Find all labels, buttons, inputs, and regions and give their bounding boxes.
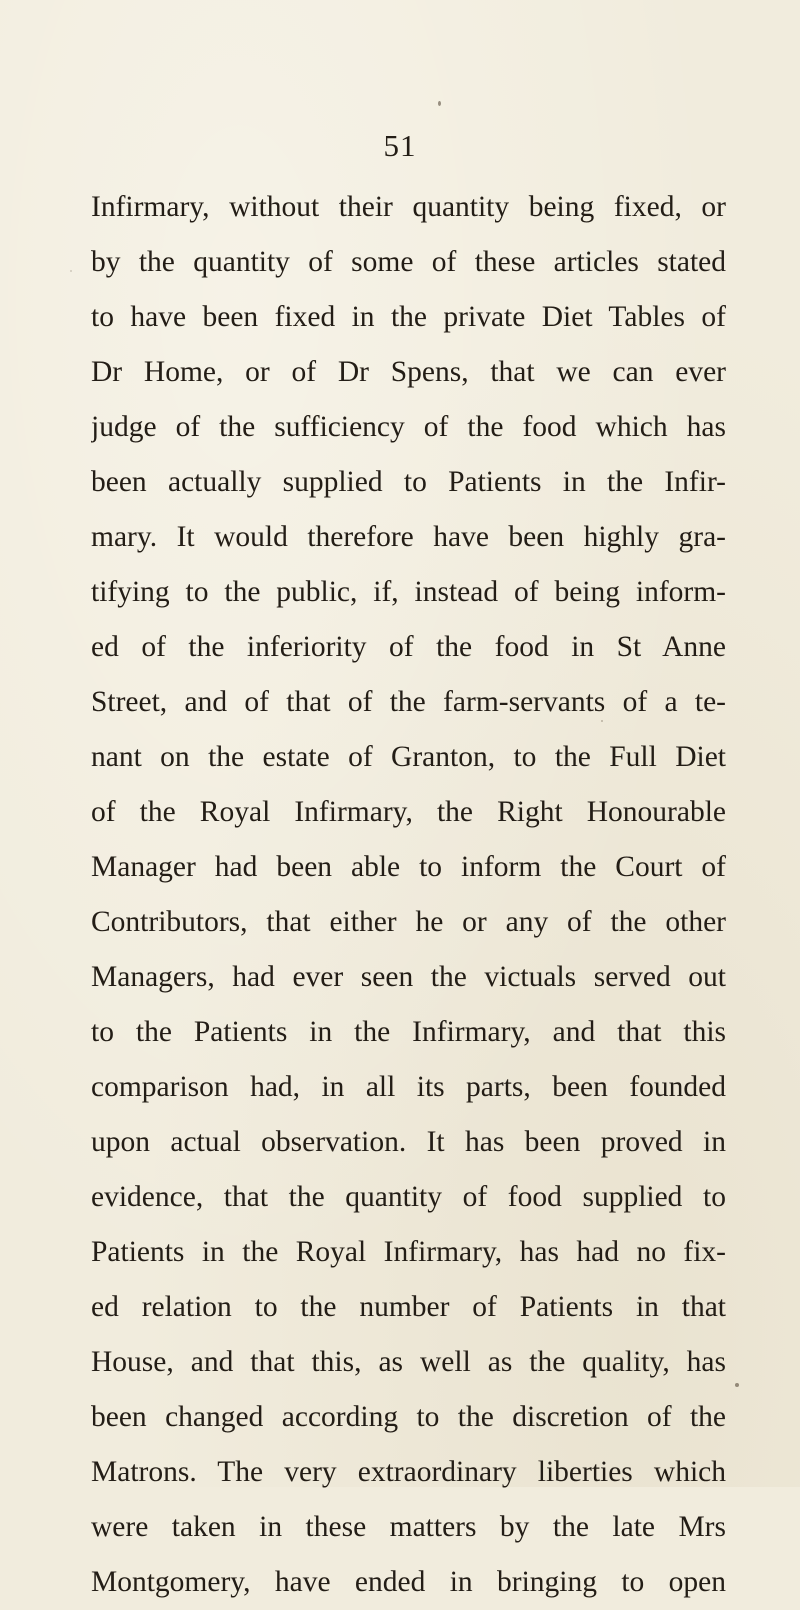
page-number: 51 bbox=[383, 128, 417, 163]
text-line: ed relation to the number of Patients in that bbox=[91, 1291, 726, 1323]
text-line: Montgomery, have ended in bringing to open bbox=[91, 1566, 726, 1598]
paper-speck bbox=[438, 101, 441, 106]
paper-speck bbox=[601, 720, 603, 722]
text-line: were taken in these matters by the late Mrs bbox=[91, 1511, 726, 1543]
text-line: judge of the sufficiency of the food which has bbox=[91, 411, 726, 443]
text-line: Patients in the Royal Infirmary, has had no fix- bbox=[91, 1236, 726, 1268]
text-line: Contributors, that either he or any of the other bbox=[91, 906, 726, 938]
text-line: to the Patients in the Infirmary, and that this bbox=[91, 1016, 726, 1048]
text-line: upon actual observation. It has been proved in bbox=[91, 1126, 726, 1158]
text-line: tifying to the public, if, instead of being inform- bbox=[91, 576, 726, 608]
text-line: by the quantity of some of these articles stated bbox=[91, 246, 726, 278]
text-line: nant on the estate of Granton, to the Full Diet bbox=[91, 741, 726, 773]
text-line: Street, and of that of the farm-servants of a te- bbox=[91, 686, 726, 718]
text-line: House, and that this, as well as the quality, has bbox=[91, 1346, 726, 1378]
text-line: Infirmary, without their quantity being fixed, or bbox=[91, 191, 726, 223]
text-line: been changed according to the discretion of the bbox=[91, 1401, 726, 1433]
text-line: Managers, had ever seen the victuals served out bbox=[91, 961, 726, 993]
text-line: Dr Home, or of Dr Spens, that we can ever bbox=[91, 356, 726, 388]
text-line: Manager had been able to inform the Court of bbox=[91, 851, 726, 883]
text-line: comparison had, in all its parts, been founded bbox=[91, 1071, 726, 1103]
text-line: Matrons. The very extraordinary liberties which bbox=[91, 1456, 726, 1488]
paper-speck bbox=[70, 270, 72, 272]
text-line: evidence, that the quantity of food supplied to bbox=[91, 1181, 726, 1213]
text-line: to have been fixed in the private Diet Tables of bbox=[91, 301, 726, 333]
text-line: ed of the inferiority of the food in St Anne bbox=[91, 631, 726, 663]
text-line: of the Royal Infirmary, the Right Honourable bbox=[91, 796, 726, 828]
text-line: mary. It would therefore have been highly gra- bbox=[91, 521, 726, 553]
text-line: been actually supplied to Patients in the Infir- bbox=[91, 466, 726, 498]
body-text bbox=[91, 180, 726, 1610]
paper-speck bbox=[735, 1383, 739, 1387]
